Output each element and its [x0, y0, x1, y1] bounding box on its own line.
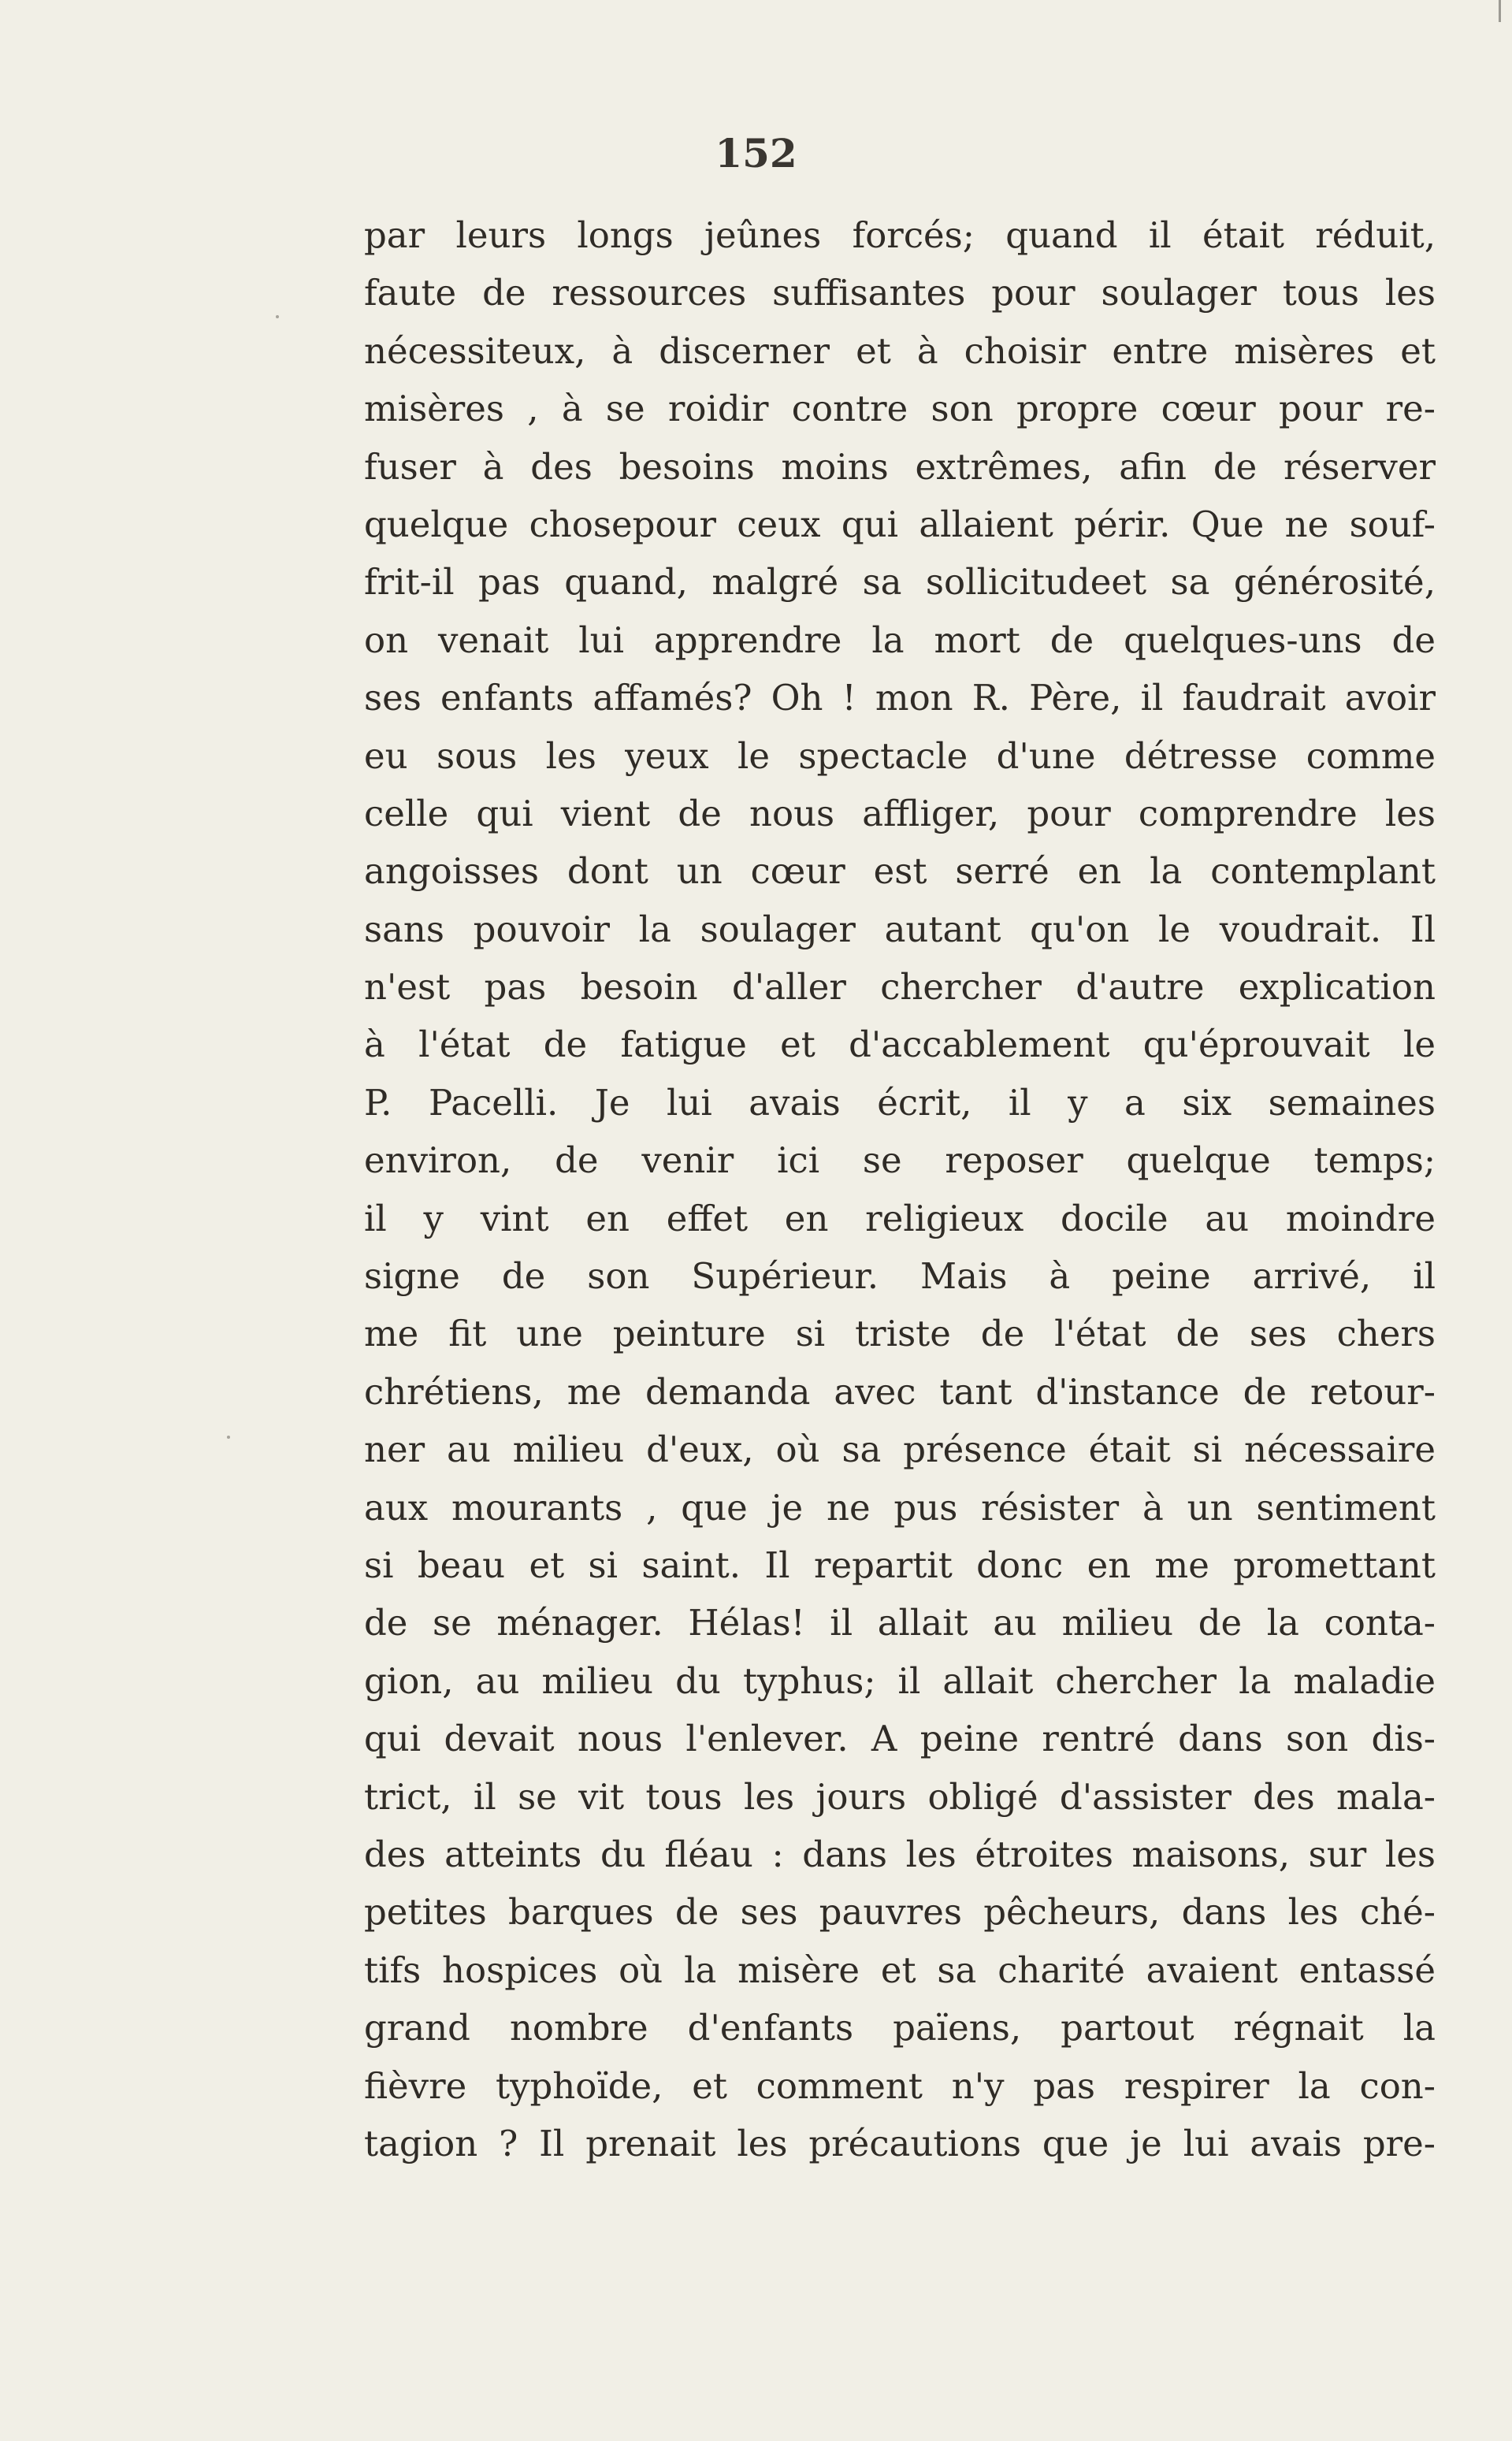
text-line: gion, au milieu du typhus; il allait chercher la maladie: [364, 1659, 1436, 1702]
text-line: chrétiens, me demanda avec tant d'instance de retour-: [364, 1370, 1436, 1413]
text-line: à l'état de fatigue et d'accablement qu'éprouvait le: [364, 1024, 1436, 1066]
text-line: environ, de venir ici se reposer quelque temps;: [364, 1139, 1436, 1182]
scan-edge-mark: [1499, 0, 1501, 22]
text-line: misères , à se roidir contre son propre cœur pour re-: [364, 388, 1436, 430]
text-line: on venait lui apprendre la mort de quelques-uns de: [364, 619, 1436, 661]
text-line: signe de son Supérieur. Mais à peine arrivé, il: [364, 1255, 1436, 1298]
text-line: celle qui vient de nous affliger, pour comprendre les: [364, 792, 1436, 834]
text-line: grand nombre d'enfants païens, partout régnait la: [364, 2007, 1436, 2049]
text-line: fuser à des besoins moins extrêmes, afin de réserver: [364, 445, 1436, 488]
text-line: trict, il se vit tous les jours obligé d'assister des mala-: [364, 1775, 1436, 1818]
text-line: faute de ressources suffisantes pour soulager tous les: [364, 272, 1436, 314]
text-line: il y vint en effet en religieux docile au moindre: [364, 1197, 1436, 1239]
paper-speck: [276, 315, 279, 318]
text-line: eu sous les yeux le spectacle d'une détresse comme: [364, 734, 1436, 777]
text-line: angoisses dont un cœur est serré en la contemplant: [364, 850, 1436, 893]
text-line: P. Pacelli. Je lui avais écrit, il y a six semaines: [364, 1081, 1436, 1124]
text-line: petites barques de ses pauvres pêcheurs, dans les ché-: [364, 1891, 1436, 1934]
text-line: par leurs longs jeûnes forcés; quand il était réduit,: [364, 214, 1436, 256]
body-text: [364, 206, 1436, 2172]
text-line: quelque chosepour ceux qui allaient périr. Que ne souf-: [364, 503, 1436, 545]
paper-speck: [227, 1436, 230, 1439]
page-number: 152: [715, 130, 797, 176]
text-line: ner au milieu d'eux, où sa présence était si nécessaire: [364, 1429, 1436, 1471]
text-line: si beau et si saint. Il repartit donc en me promettant: [364, 1544, 1436, 1586]
text-line: des atteints du fléau : dans les étroites maisons, sur les: [364, 1833, 1436, 1875]
text-line: tifs hospices où la misère et sa charité avaient entassé: [364, 1949, 1436, 1991]
text-line: aux mourants , que je ne pus résister à un sentiment: [364, 1486, 1436, 1529]
text-line: nécessiteux, à discerner et à choisir entre misères et: [364, 329, 1436, 372]
text-line: n'est pas besoin d'aller chercher d'autre explication: [364, 966, 1436, 1009]
text-line: fièvre typhoïde, et comment n'y pas respirer la con-: [364, 2064, 1436, 2107]
text-line: me fit une peinture si triste de l'état de ses chers: [364, 1313, 1436, 1355]
text-line: ses enfants affamés? Oh ! mon R. Père, il faudrait avoir: [364, 677, 1436, 719]
text-line: frit-il pas quand, malgré sa sollicitudeet sa générosité,: [364, 561, 1436, 604]
text-line: de se ménager. Hélas! il allait au milieu de la conta-: [364, 1602, 1436, 1644]
text-line: sans pouvoir la soulager autant qu'on le voudrait. Il: [364, 908, 1436, 950]
text-line: tagion ? Il prenait les précautions que je lui avais pre-: [364, 2122, 1436, 2164]
text-line: qui devait nous l'enlever. A peine rentré dans son dis-: [364, 1718, 1436, 1760]
